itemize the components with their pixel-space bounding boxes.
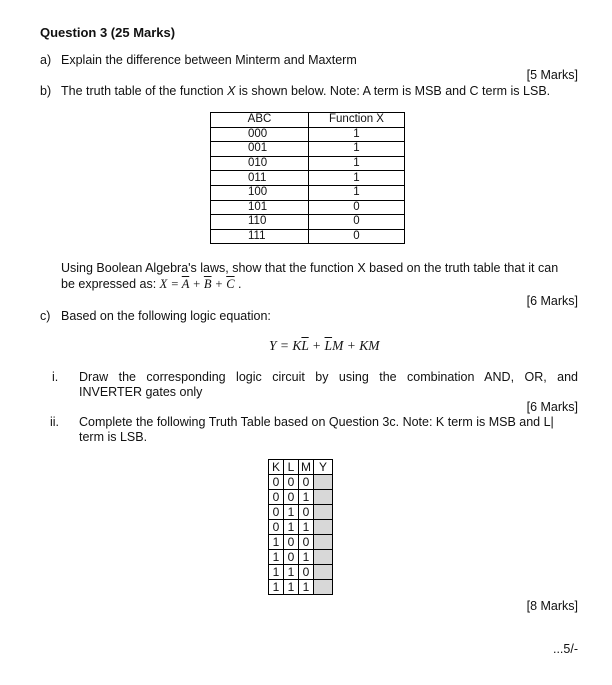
part-b-text: The truth table of the function X is shown below. Note: A term is MSB and C term is LSB. <box>61 84 551 98</box>
part-a-marks: [5 Marks] <box>526 68 578 82</box>
table-header: ABC <box>211 113 309 128</box>
part-a-label: a) <box>40 53 52 67</box>
logic-equation: $Y = K\overline{L} + \overline{L}M$ + KM <box>269 338 380 353</box>
table-row: 100 1 <box>211 185 405 200</box>
table-header: M <box>299 460 314 475</box>
table-row: 0 0 1 <box>269 490 333 505</box>
part-a-text: Explain the difference between Minterm and Maxterm <box>61 53 357 67</box>
table-row: 001 1 <box>211 142 405 157</box>
sub-i-marks: [6 Marks] <box>526 400 578 414</box>
table-header: L <box>284 460 299 475</box>
table-row: 1 0 0 <box>269 535 333 550</box>
part-b-marks: [6 Marks] <box>526 294 578 308</box>
answer-cell[interactable] <box>314 505 333 520</box>
table-row: 0 1 1 <box>269 520 333 535</box>
sub-ii-label: ii. <box>50 415 60 429</box>
part-b-label: b) <box>40 84 52 98</box>
truth-table-x <box>210 112 405 244</box>
part-b-instruction-line2: be expressed as: $X = \overline{A} + \overline{B} + \overline{C}$ . <box>61 277 242 291</box>
table-row: 1 1 1 <box>269 580 333 595</box>
table-row: 101 0 <box>211 200 405 215</box>
part-b-instruction-line1: Using Boolean Algebra's laws, show that the function X based on the truth table that it can <box>61 261 559 275</box>
answer-cell[interactable] <box>314 550 333 565</box>
sub-ii-line1: Complete the following Truth Table based on Question 3c. Note: K term is MSB and L| <box>79 415 554 429</box>
question-title: Question 3 (25 Marks) <box>40 25 176 40</box>
table-row: 1 0 1 <box>269 550 333 565</box>
answer-cell[interactable] <box>314 490 333 505</box>
sub-i-label: i. <box>52 370 59 384</box>
table-row: 011 1 <box>211 171 405 186</box>
truth-table-klm <box>268 459 333 595</box>
part-c-text: Based on the following logic equation: <box>61 309 271 323</box>
table-row: 000 1 <box>211 127 405 142</box>
page-number: ...5/- <box>552 642 578 656</box>
table-header: Y <box>314 460 333 475</box>
table-header: K <box>269 460 284 475</box>
answer-cell[interactable] <box>314 580 333 595</box>
sub-i-line2: INVERTER gates only <box>79 385 203 399</box>
table-row: 111 0 <box>211 229 405 244</box>
sub-ii-line2: term is LSB. <box>79 430 148 444</box>
sub-i-line1: Draw the corresponding logic circuit by using the combination AND, OR, and <box>79 370 578 384</box>
sub-ii-marks: [8 Marks] <box>526 599 578 613</box>
table-row: 0 1 0 <box>269 505 333 520</box>
table-row: 010 1 <box>211 156 405 171</box>
table-row: 110 0 <box>211 215 405 230</box>
table-header: Function X <box>309 113 405 128</box>
answer-cell[interactable] <box>314 520 333 535</box>
table-row: 0 0 0 <box>269 475 333 490</box>
answer-cell[interactable] <box>314 535 333 550</box>
boolean-expression: $X = \overline{A} + \overline{B} + \overline{C}$ <box>159 277 235 291</box>
table-row: 1 1 0 <box>269 565 333 580</box>
answer-cell[interactable] <box>314 565 333 580</box>
answer-cell[interactable] <box>314 475 333 490</box>
part-c-label: c) <box>40 309 51 323</box>
